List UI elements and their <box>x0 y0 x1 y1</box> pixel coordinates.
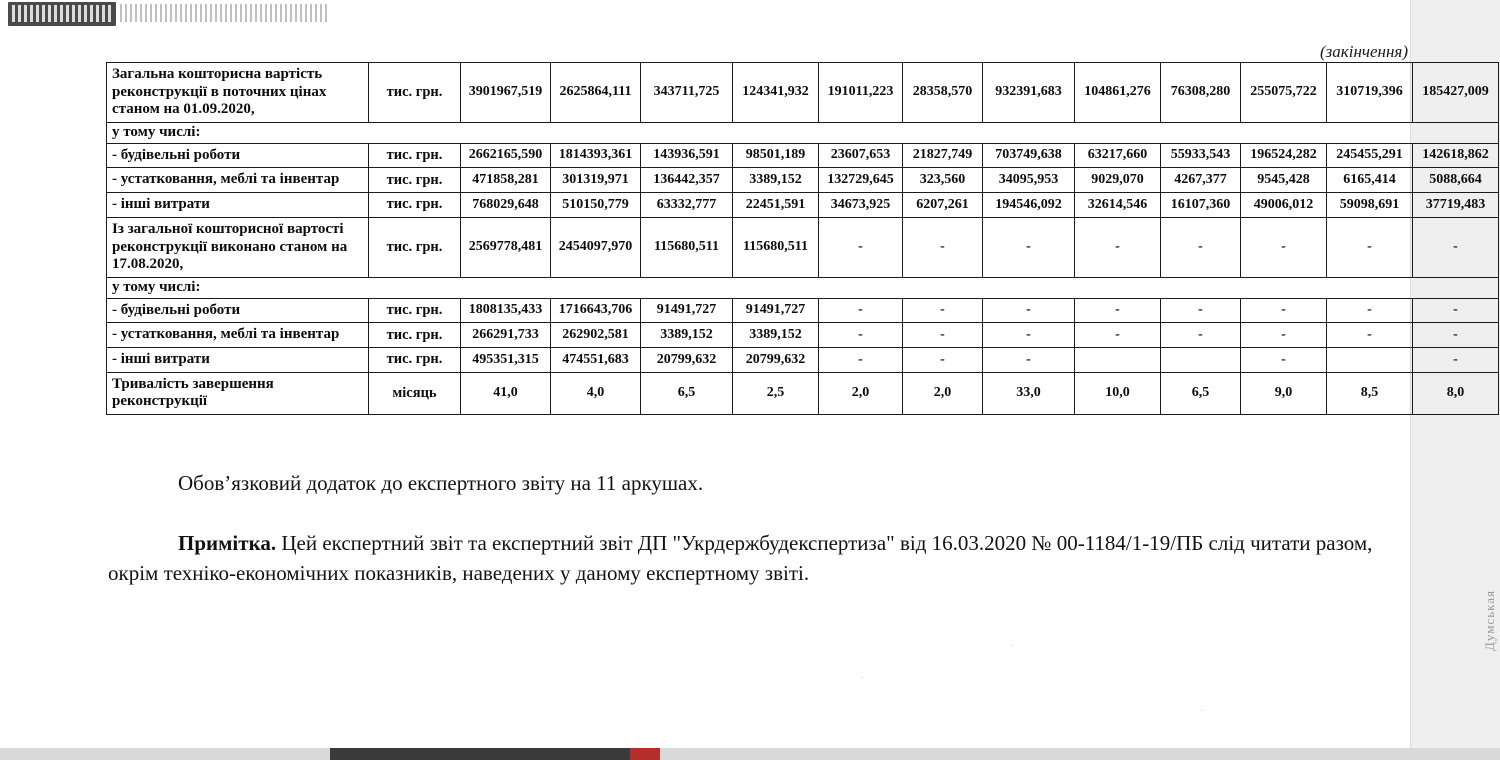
table-cell-value: 1814393,361 <box>551 143 641 168</box>
table-row <box>107 323 1499 348</box>
table-cell-value: - <box>1413 217 1499 277</box>
table-cell-value: 323,560 <box>903 168 983 193</box>
table-cell-value: 2,0 <box>819 372 903 414</box>
scan-bottom-color-strip <box>630 748 660 760</box>
table-cell-value: - <box>1161 298 1241 323</box>
appendix-paragraph <box>108 468 1408 498</box>
table-cell-value: 2625864,111 <box>551 63 641 123</box>
table-cell-value: 9,0 <box>1241 372 1327 414</box>
table-cell-value: 310719,396 <box>1327 63 1413 123</box>
table-row-label: - будівельні роботи <box>107 143 369 168</box>
scan-bottom-margin <box>0 748 1500 760</box>
table-cell-value: 20799,632 <box>641 347 733 372</box>
table-row-unit: місяць <box>369 372 461 414</box>
table-cell-value: 6,5 <box>1161 372 1241 414</box>
table-cell-value: 255075,722 <box>1241 63 1327 123</box>
table-cell-value: 63217,660 <box>1075 143 1161 168</box>
table-cell-value: 104861,276 <box>1075 63 1161 123</box>
table-cell-value: 59098,691 <box>1327 193 1413 218</box>
table-row <box>107 63 1499 123</box>
table-cell-value <box>1075 347 1161 372</box>
table-cell-value: - <box>903 347 983 372</box>
table-row-unit: тис. грн. <box>369 63 461 123</box>
table-cell-value: 124341,932 <box>733 63 819 123</box>
table-cell-value: 32614,546 <box>1075 193 1161 218</box>
table-cell-value: 22451,591 <box>733 193 819 218</box>
table-cell-value: 98501,189 <box>733 143 819 168</box>
table-cell-value: 136442,357 <box>641 168 733 193</box>
table-row-label: - будівельні роботи <box>107 298 369 323</box>
table-cell-value: 142618,862 <box>1413 143 1499 168</box>
table-cell-value: - <box>983 217 1075 277</box>
table-cell-value: 20799,632 <box>733 347 819 372</box>
table-cell-value: 37719,483 <box>1413 193 1499 218</box>
table-cell-value: 9545,428 <box>1241 168 1327 193</box>
table-row-unit: тис. грн. <box>369 323 461 348</box>
appendix-text: Обов’язковий додаток до експертного звіту на 11 аркушах. <box>178 471 704 495</box>
table-cell-value: 63332,777 <box>641 193 733 218</box>
table-row-label: - інші витрати <box>107 193 369 218</box>
table-row <box>107 347 1499 372</box>
table-cell-value: 245455,291 <box>1327 143 1413 168</box>
note-text: Цей експертний звіт та експертний звіт ДП "Укрдержбудекспертиза" від 16.03.2020 № 00-1184/1-19/ПБ слід читати разом, окрім техніко-економічних показників, наведених у даному експертному звіті. <box>108 531 1373 586</box>
table-row <box>107 123 1499 144</box>
continuation-note: (закінчення) <box>1320 42 1408 61</box>
table-row-unit: тис. грн. <box>369 217 461 277</box>
table-cell-value <box>1161 347 1241 372</box>
table-cell-value: 6165,414 <box>1327 168 1413 193</box>
table-cell-value: - <box>1241 347 1327 372</box>
table-cell-value: - <box>983 323 1075 348</box>
table-cell-value: 6,5 <box>641 372 733 414</box>
table-cell-value: 132729,645 <box>819 168 903 193</box>
table-cell-value: 191011,223 <box>819 63 903 123</box>
table-cell-value: - <box>983 347 1075 372</box>
table-row <box>107 143 1499 168</box>
table-cell-value: 1808135,433 <box>461 298 551 323</box>
table-cell-value: 3389,152 <box>733 168 819 193</box>
table-cell-value: 262902,581 <box>551 323 641 348</box>
table-cell-value: 3389,152 <box>641 323 733 348</box>
table-cell-value: 8,0 <box>1413 372 1499 414</box>
scan-bottom-dark-strip <box>330 748 630 760</box>
table-cell-value: - <box>903 298 983 323</box>
table-row <box>107 217 1499 277</box>
table-cell-value: 91491,727 <box>641 298 733 323</box>
table-row-label: - устатковання, меблі та інвентар <box>107 168 369 193</box>
table-cell-value: 2454097,970 <box>551 217 641 277</box>
table-cell-value: - <box>1075 217 1161 277</box>
table-cell-value: - <box>1327 298 1413 323</box>
note-paragraph <box>108 528 1408 589</box>
table-cell-value: - <box>1241 298 1327 323</box>
table-cell-value: 185427,009 <box>1413 63 1499 123</box>
watermark: Думськая <box>1482 590 1497 651</box>
table-cell-value: 21827,749 <box>903 143 983 168</box>
table-cell-value: 932391,683 <box>983 63 1075 123</box>
table-cell-value: 9029,070 <box>1075 168 1161 193</box>
table-cell-value: 2569778,481 <box>461 217 551 277</box>
table-row <box>107 372 1499 414</box>
table-cell-value: 8,5 <box>1327 372 1413 414</box>
table-cell-value: 703749,638 <box>983 143 1075 168</box>
table-cell-value: 115680,511 <box>641 217 733 277</box>
table-cell-value: - <box>1241 217 1327 277</box>
table-row-unit: тис. грн. <box>369 193 461 218</box>
table-cell-value: 3389,152 <box>733 323 819 348</box>
table-cell-value: - <box>819 347 903 372</box>
table-row-label: Тривалість завершення реконструкції <box>107 372 369 414</box>
table-row-label: Загальна кошторисна вартість реконструкції в поточних цінах станом на 01.09.2020, <box>107 63 369 123</box>
table-cell-value: 34673,925 <box>819 193 903 218</box>
note-label: Примітка. <box>178 531 277 555</box>
table-cell-value: - <box>1327 217 1413 277</box>
table-cell-value: 471858,281 <box>461 168 551 193</box>
scan-speck: · <box>1010 640 1014 652</box>
table-cell-value: 23607,653 <box>819 143 903 168</box>
table-row-label: Із загальної кошторисної вартості реконструкції виконано станом на 17.08.2020, <box>107 217 369 277</box>
table-cell-value: 768029,648 <box>461 193 551 218</box>
table-row <box>107 277 1499 298</box>
table-cell-value: 91491,727 <box>733 298 819 323</box>
scan-artifact-smudge <box>120 4 330 22</box>
table-row-unit: тис. грн. <box>369 347 461 372</box>
scan-speck: · <box>860 672 864 684</box>
table-cell-value: 55933,543 <box>1161 143 1241 168</box>
table-subheader-label: у тому числі: <box>107 123 1499 144</box>
table-cell-value: - <box>1075 298 1161 323</box>
table-cell-value: 49006,012 <box>1241 193 1327 218</box>
table-cell-value: - <box>1327 323 1413 348</box>
table-subheader-label: у тому числі: <box>107 277 1499 298</box>
table-cell-value: - <box>1413 347 1499 372</box>
table-cell-value: 2,0 <box>903 372 983 414</box>
table-cell-value: 266291,733 <box>461 323 551 348</box>
table-cell-value: 6207,261 <box>903 193 983 218</box>
table-cell-value: 34095,953 <box>983 168 1075 193</box>
table-cell-value: 16107,360 <box>1161 193 1241 218</box>
table-cell-value: 343711,725 <box>641 63 733 123</box>
table-row <box>107 298 1499 323</box>
cost-indicators-table-wrapper <box>106 62 1489 415</box>
table-cell-value: 5088,664 <box>1413 168 1499 193</box>
table-cell-value: 28358,570 <box>903 63 983 123</box>
table-cell-value: - <box>983 298 1075 323</box>
table-cell-value: 1716643,706 <box>551 298 641 323</box>
table-cell-value: 10,0 <box>1075 372 1161 414</box>
table-cell-value: 76308,280 <box>1161 63 1241 123</box>
table-body <box>107 63 1499 415</box>
table-cell-value: 194546,092 <box>983 193 1075 218</box>
table-row <box>107 193 1499 218</box>
table-cell-value: 3901967,519 <box>461 63 551 123</box>
table-cell-value: - <box>1413 298 1499 323</box>
table-row-unit: тис. грн. <box>369 298 461 323</box>
table-cell-value: - <box>1075 323 1161 348</box>
table-cell-value: 301319,971 <box>551 168 641 193</box>
table-cell-value: - <box>819 323 903 348</box>
table-cell-value: 510150,779 <box>551 193 641 218</box>
table-cell-value: 196524,282 <box>1241 143 1327 168</box>
table-cell-value: 495351,315 <box>461 347 551 372</box>
table-row-unit: тис. грн. <box>369 168 461 193</box>
table-cell-value: - <box>819 217 903 277</box>
table-cell-value: - <box>903 323 983 348</box>
table-cell-value: 4,0 <box>551 372 641 414</box>
table-cell-value: - <box>1161 323 1241 348</box>
table-row-label: - інші витрати <box>107 347 369 372</box>
table-row-label: - устатковання, меблі та інвентар <box>107 323 369 348</box>
table-cell-value <box>1327 347 1413 372</box>
table-cell-value: - <box>1241 323 1327 348</box>
table-cell-value: - <box>903 217 983 277</box>
table-cell-value: 4267,377 <box>1161 168 1241 193</box>
table-cell-value: 33,0 <box>983 372 1075 414</box>
table-cell-value: 2662165,590 <box>461 143 551 168</box>
cost-indicators-table <box>106 62 1499 415</box>
table-cell-value: - <box>1161 217 1241 277</box>
table-cell-value: 115680,511 <box>733 217 819 277</box>
table-row <box>107 168 1499 193</box>
scan-artifact-glyph-block <box>8 2 116 26</box>
table-row-unit: тис. грн. <box>369 143 461 168</box>
table-cell-value: - <box>819 298 903 323</box>
table-cell-value: - <box>1413 323 1499 348</box>
table-cell-value: 2,5 <box>733 372 819 414</box>
table-cell-value: 41,0 <box>461 372 551 414</box>
scan-speck: · <box>1200 705 1204 717</box>
table-cell-value: 143936,591 <box>641 143 733 168</box>
table-cell-value: 474551,683 <box>551 347 641 372</box>
